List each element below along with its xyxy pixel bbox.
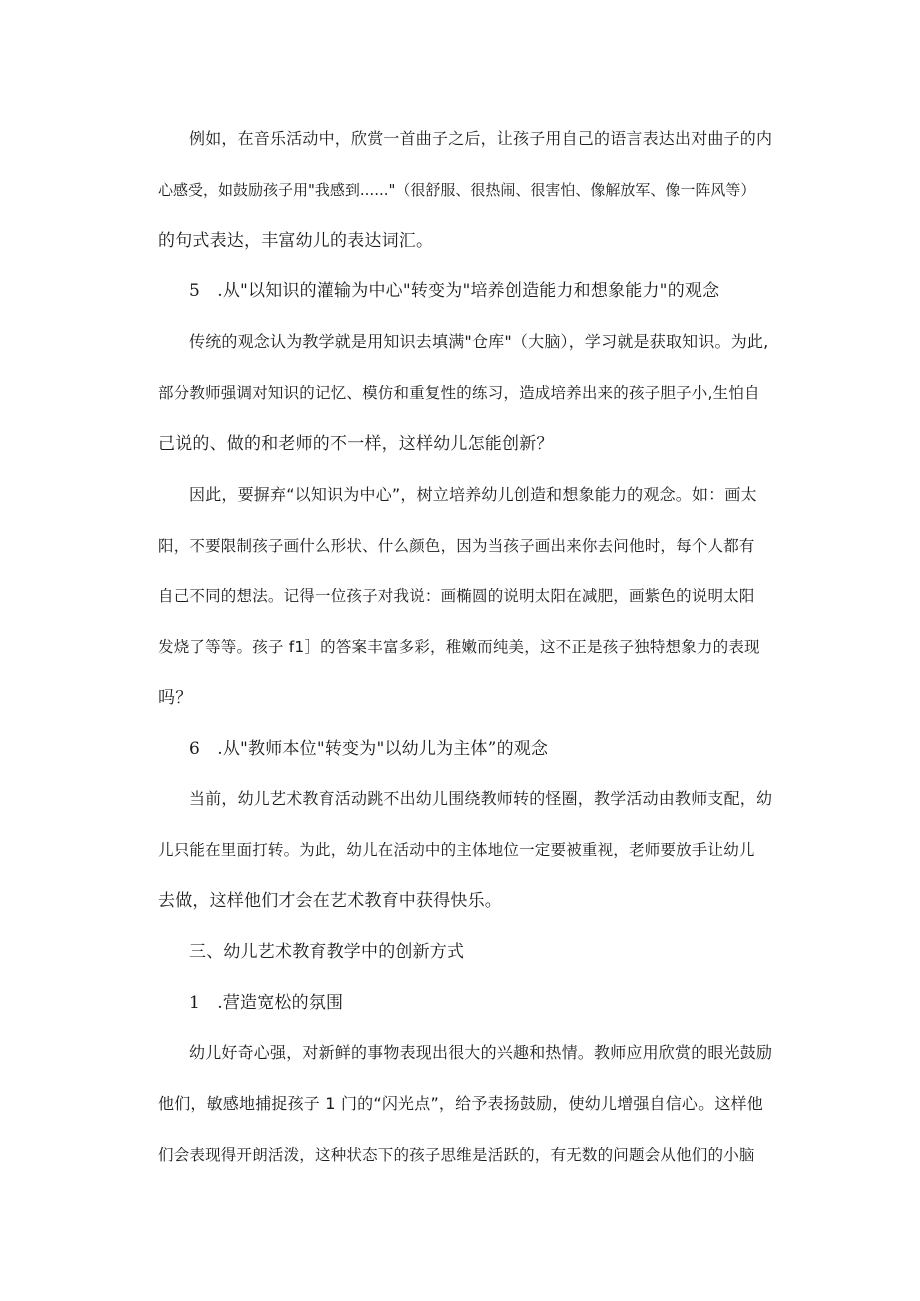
paragraph-4-line-2: 儿只能在里面打转。为此，幼儿在活动中的主体地位一定要被重视，老师要放手让幼儿 [158, 841, 755, 859]
section-heading-1: 1 .营造宽松的氛围 [189, 993, 344, 1013]
paragraph-5-line-1: 幼儿好奇心强，对新鲜的事物表现出很大的兴趣和热情。教师应用欣赏的眼光鼓励 [189, 1043, 773, 1062]
section-heading-5: 5 .从"以知识的灌输为中心"转变为"培养创造能力和想象能力"的观念 [189, 281, 720, 301]
paragraph-2-line-3: 己说的、做的和老师的不一样，这样幼儿怎能创新？ [158, 434, 554, 454]
section-heading-6: 6 .从"教师本位"转变为"以幼儿为主体”的观念 [189, 739, 549, 759]
paragraph-1-line-1: 例如，在音乐活动中，欣赏一首曲子之后，让孩子用自己的语言表达出对曲子的内 [189, 129, 773, 148]
paragraph-3-line-4: 发烧了等等。孩子 f1］的答案丰富多彩，稚嫩而纯美，这不正是孩子独特想象力的表现 [158, 638, 760, 656]
paragraph-2-line-2: 部分教师强调对知识的记忆、模仿和重复性的练习，造成培养出来的孩子胆子小,生怕自 [158, 384, 760, 402]
paragraph-3-line-3: 自己不同的想法。记得一位孩子对我说：画椭圆的说明太阳在减肥，画紫色的说明太阳 [158, 587, 755, 605]
paragraph-3-line-2: 阳，不要限制孩子画什么形状、什么颜色，因为当孩子画出来你去问他时，每个人都有 [158, 537, 755, 555]
chapter-heading-3: 三、幼儿艺术教育教学中的创新方式 [189, 942, 465, 962]
paragraph-3-line-5: 吗？ [158, 688, 193, 708]
paragraph-5-line-2: 他们，敏感地捕捉孩子 1 门的“闪光点”，给予表扬鼓励，使幼儿增强自信心。这样他 [158, 1094, 763, 1113]
paragraph-1-line-2: 心感受，如鼓励孩子用"我感到......"（很舒服、很热闹、很害怕、像解放军、像一阵风等） [158, 181, 756, 199]
paragraph-1-line-3: 的句式表达，丰富幼儿的表达词汇。 [158, 231, 434, 251]
paragraph-5-line-3: 们会表现得开朗活泼，这种状态下的孩子思维是活跃的，有无数的问题会从他们的小脑 [158, 1146, 755, 1164]
paragraph-4-line-3: 去做，这样他们才会在艺术教育中获得快乐。 [158, 891, 502, 911]
paragraph-3-line-1: 因此，要摒弃“以知识为中心”，树立培养幼儿创造和想象能力的观念。如：画太 [189, 485, 757, 504]
paragraph-2-line-1: 传统的观念认为教学就是用知识去填满"仓库"（大脑），学习就是获取知识。为此, [189, 332, 769, 351]
paragraph-4-line-1: 当前，幼儿艺术教育活动跳不出幼儿围绕教师转的怪圈，教学活动由教师支配，幼 [189, 789, 773, 808]
